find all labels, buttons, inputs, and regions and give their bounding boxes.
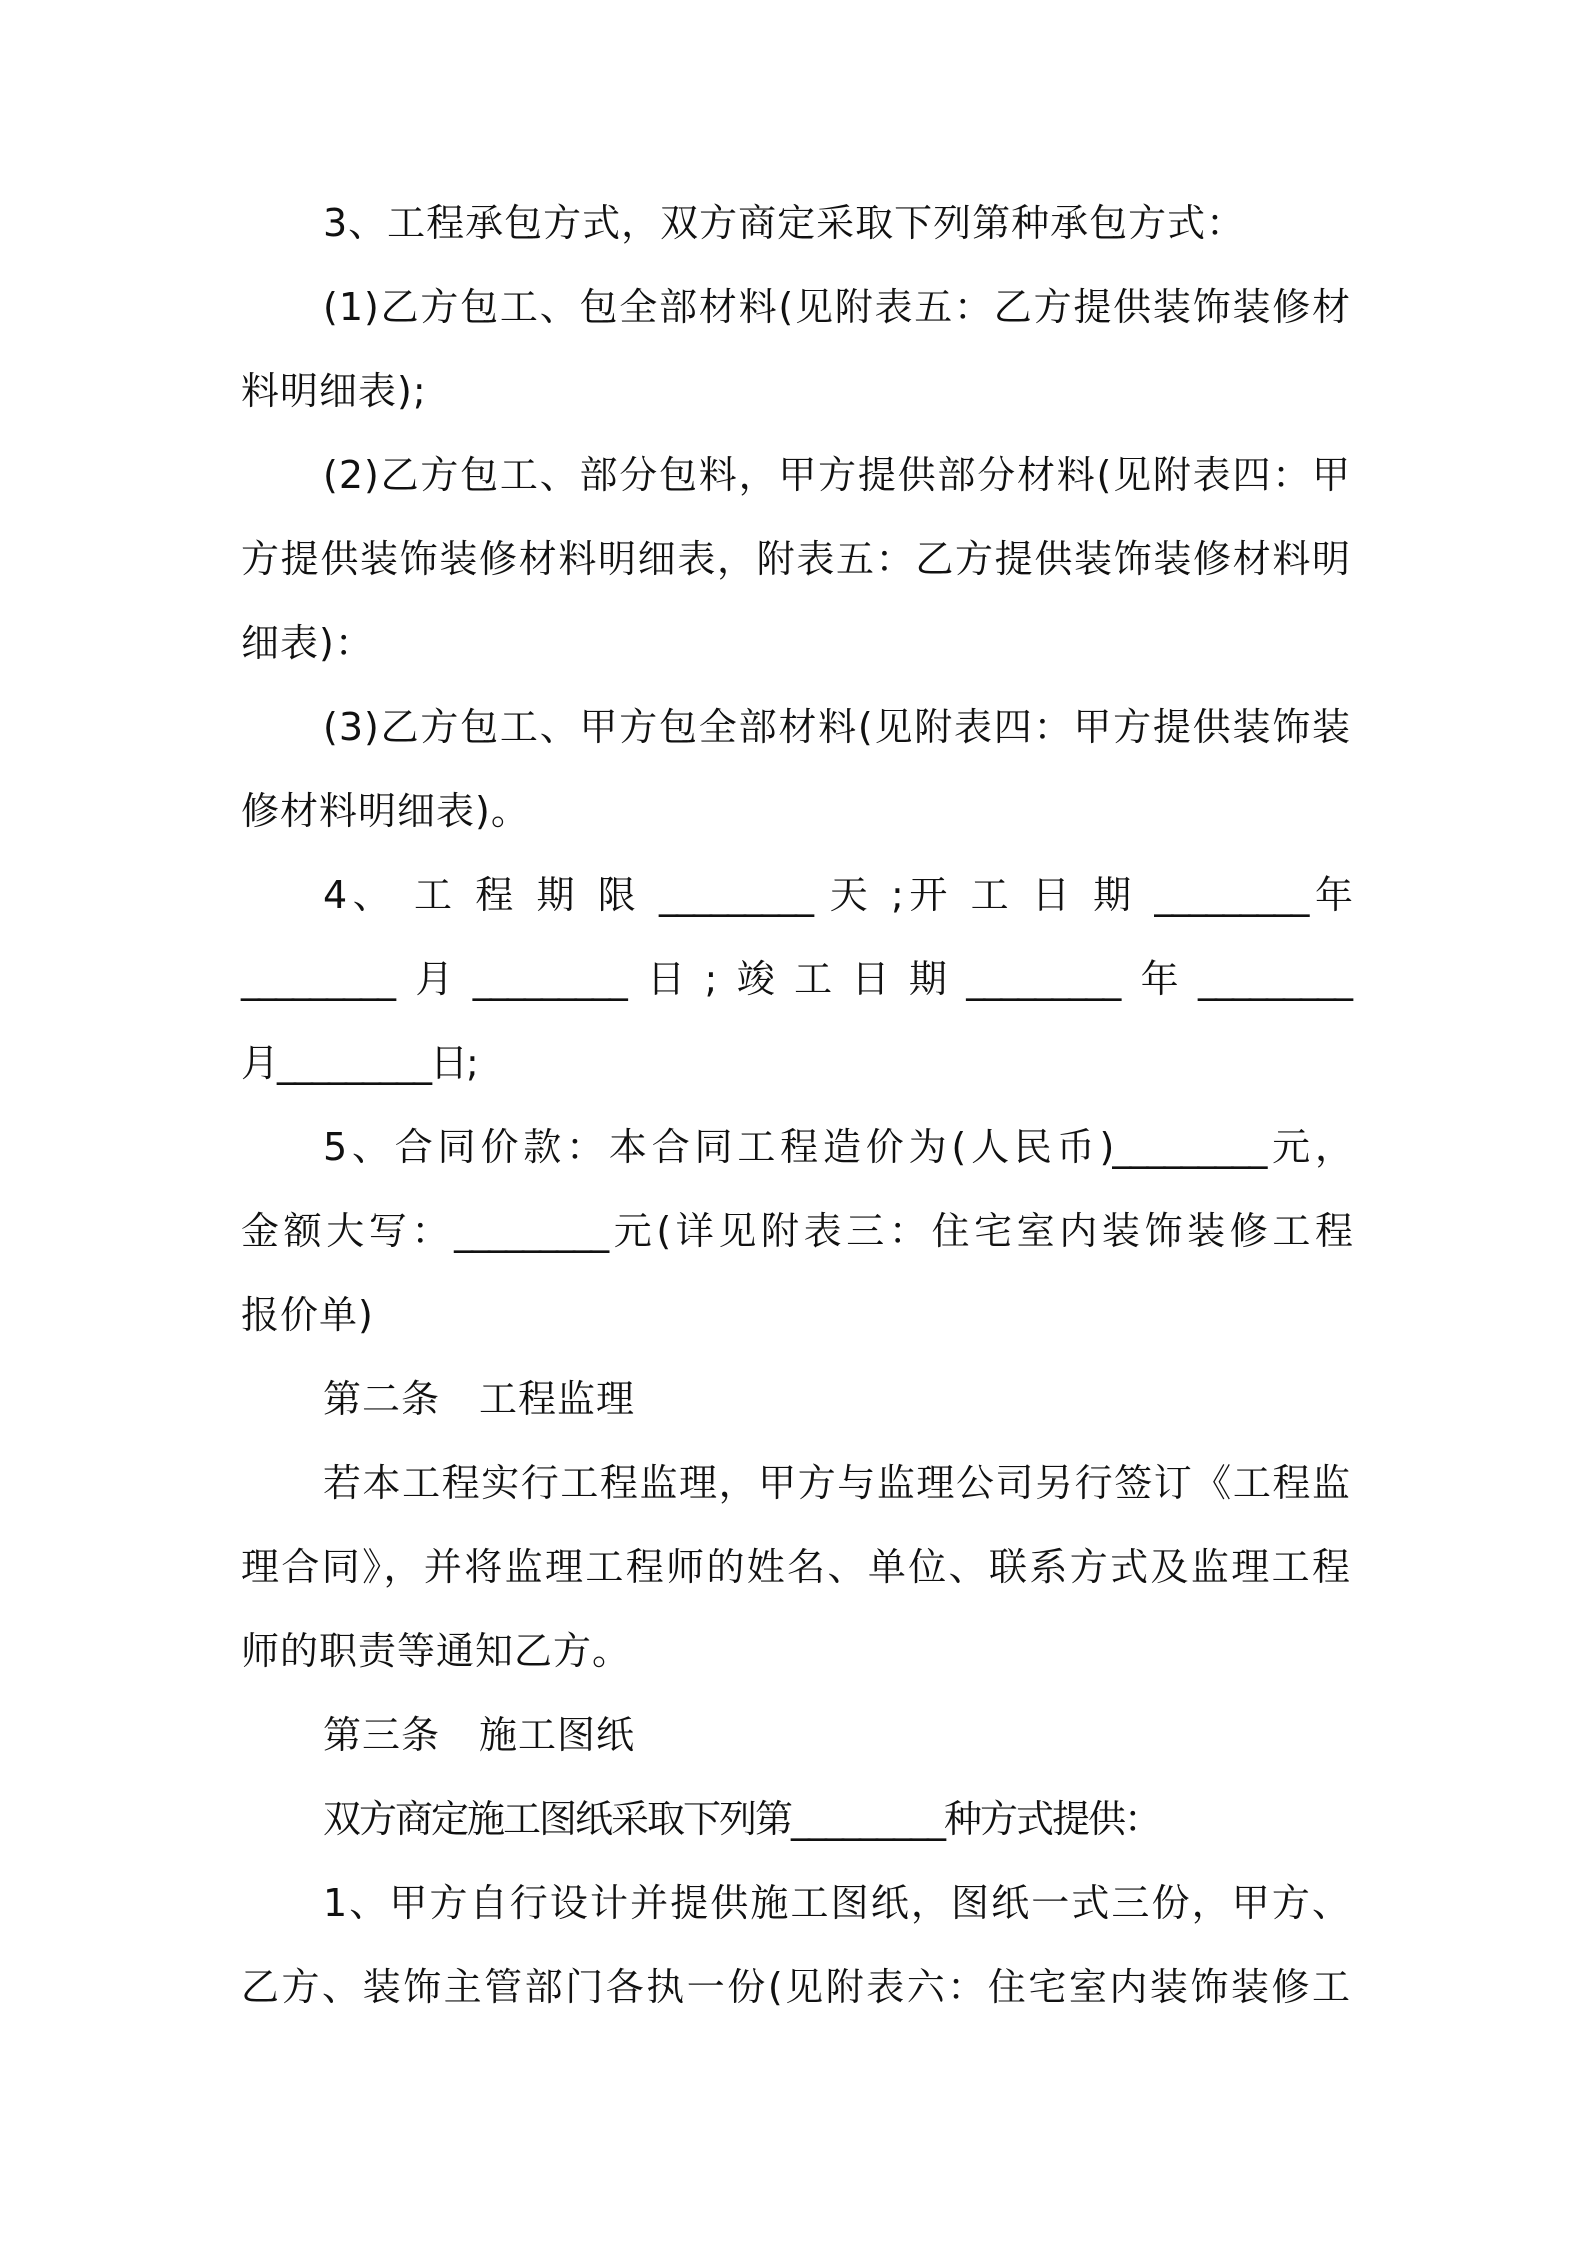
paragraph-line: 4、 工 程 期 限 _________ 天 ;开 工 日 期 _________年 [323,873,1351,917]
paragraph-line: 3、工程承包方式，双方商定采取下列第种承包方式： [323,201,1246,245]
section-heading: 第三条 施工图纸 [323,1713,636,1757]
paragraph-line: 报价单) [241,1293,374,1337]
section-heading: 第二条 工程监理 [323,1377,636,1421]
paragraph-line: 1、甲方自行设计并提供施工图纸，图纸一式三份，甲方、 [323,1881,1351,1925]
paragraph-line: 金额大写：_________元(详见附表三：住宅室内装饰装修工程 [241,1209,1351,1253]
paragraph-line: 师的职责等通知乙方。 [241,1629,632,1673]
paragraph-line: (3)乙方包工、甲方包全部材料(见附表四：甲方提供装饰装 [323,705,1351,749]
paragraph-line: 理合同》，并将监理工程师的姓名、单位、联系方式及监理工程 [241,1545,1351,1589]
paragraph-line: _________月_________日;竣工日期_________年_________ [241,957,1351,1001]
paragraph-line: 月_________日; [241,1041,477,1085]
paragraph-line: (2)乙方包工、部分包料，甲方提供部分材料(见附表四：甲 [323,453,1351,497]
paragraph-line: 双方商定施工图纸采取下列第_________种方式提供： [323,1797,1161,1841]
paragraph-line: 若本工程实行工程监理，甲方与监理公司另行签订《工程监 [323,1461,1351,1505]
paragraph-line: (1)乙方包工、包全部材料(见附表五：乙方提供装饰装修材 [323,285,1351,329]
paragraph-line: 方提供装饰装修材料明细表，附表五：乙方提供装饰装修材料明 [241,537,1351,581]
paragraph-line: 料明细表); [241,369,427,413]
paragraph-line: 乙方、装饰主管部门各执一份(见附表六：住宅室内装饰装修工 [241,1965,1351,2009]
paragraph-line: 修材料明细表)。 [241,789,530,833]
paragraph-line: 5、合同价款：本合同工程造价为(人民币)_________元， [323,1125,1351,1169]
paragraph-line: 细表)： [241,621,374,665]
